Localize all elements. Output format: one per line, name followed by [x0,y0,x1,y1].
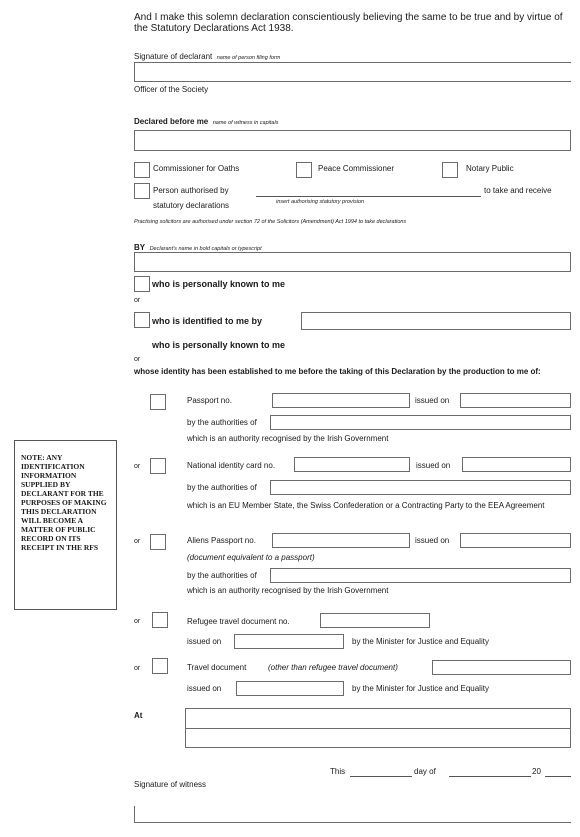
declared-before-hint: name of witness in capitals [212,120,279,126]
known-label: who is personally known to me [152,279,286,289]
aliens-passport-issued-label: issued on [415,536,450,545]
passport-authorities-field[interactable] [270,415,571,430]
date-this-label: This [330,767,346,776]
travel-number-field[interactable] [432,660,571,675]
or-travel: or [134,665,141,672]
notary-label: Notary Public [466,164,514,173]
person-authorised-label: Person authorised by [153,186,229,195]
or-national-id: or [134,463,141,470]
or-refugee: or [134,618,141,625]
national-id-authorities-label: by the authorities of [187,483,257,492]
passport-checkbox[interactable] [150,394,166,410]
signature-declarant-hint: name of person filing form [216,55,281,61]
signature-witness-label: Signature of witness [134,780,207,789]
passport-recognised-text: which is an authority recognised by the Irish Government [187,434,389,443]
or-aliens: or [134,538,141,545]
passport-issued-field[interactable] [460,393,571,408]
aliens-passport-checkbox[interactable] [150,534,166,550]
refugee-issued-label: issued on [187,637,222,646]
peace-commissioner-label: Peace Commissioner [318,164,395,173]
travel-issued-label: issued on [187,684,222,693]
statutory-provision-line[interactable] [256,196,481,197]
or-2: or [134,356,141,363]
at-label: At [134,711,143,720]
national-id-number-field[interactable] [294,457,410,472]
identified-by-field[interactable] [301,312,571,330]
signature-witness-field[interactable] [134,806,571,823]
aliens-passport-number-field[interactable] [272,533,410,548]
witness-name-field[interactable] [134,130,571,151]
person-authorised-checkbox[interactable] [134,183,150,199]
statutory-declarations-label: statutory declarations [153,201,230,210]
refugee-label: Refugee travel document no. [187,617,290,626]
refugee-issued-field[interactable] [234,634,344,649]
statutory-provision-hint: insert authorising statutory provision [276,199,365,205]
refugee-checkbox[interactable] [152,612,168,628]
declared-before-label: Declared before me [134,117,209,126]
date-day-of-label: day of [414,767,436,776]
known-label-2: who is personally known to me [152,340,286,350]
signature-declarant-label: Signature of declarant [134,52,213,61]
refugee-minister-text: by the Minister for Justice and Equality [352,637,489,646]
aliens-passport-recognised-text: which is an authority recognised by the Irish Government [187,586,389,595]
national-id-label: National identity card no. [187,461,276,470]
peace-commissioner-checkbox[interactable] [296,162,312,178]
at-field[interactable] [185,708,571,748]
signature-declarant-field[interactable] [134,62,571,82]
travel-label: Travel document [187,663,247,672]
travel-issued-field[interactable] [236,681,344,696]
declarant-name-field[interactable] [134,252,571,272]
national-id-recognised-text: which is an EU Member State, the Swiss Confederation or a Contracting Party to the EEA Agreement [187,501,545,510]
travel-other-than: (other than refugee travel document) [268,663,398,672]
or-1: or [134,297,141,304]
by-hint: Declarant's name in bold capitals or typescript [149,246,262,252]
solicitors-note: Practising solicitors are authorised under section 72 of the Solicitors (Amendment) Act 1994 to take declarations [134,219,407,225]
date-year-label: 20 [532,767,541,776]
aliens-passport-authorities-label: by the authorities of [187,571,257,580]
notary-checkbox[interactable] [442,162,458,178]
note-box: NOTE: ANY IDENTIFICATION INFORMATION SUPPLIED BY DECLARANT FOR THE PURPOSES OF MAKING THIS DECLARATION WILL BECOME A MATTER OF PUBLIC RECORD ON ITS RECEIPT IN THE RFS [14,440,117,610]
at-field-divider [186,728,570,729]
date-day-line[interactable] [350,776,412,777]
identified-checkbox[interactable] [134,312,150,328]
passport-issued-label: issued on [415,396,450,405]
passport-label: Passport no. [187,396,232,405]
established-text: whose identity has been established to me before the taking of this Declaration by the production to me of: [134,367,541,376]
known-checkbox[interactable] [134,276,150,292]
identified-label: who is identified to me by [152,316,263,326]
declared-before-row [134,111,278,129]
aliens-passport-authorities-field[interactable] [270,568,571,583]
passport-authorities-label: by the authorities of [187,418,257,427]
passport-number-field[interactable] [272,393,410,408]
commissioner-checkbox[interactable] [134,162,150,178]
intro-text: And I make this solemn declaration conscientiously believing the same to be true and by virtue of the Statutory Declarations Act 1938. [134,12,563,34]
take-receive-label: to take and receive [484,186,552,195]
date-month-line[interactable] [449,776,531,777]
aliens-passport-issued-field[interactable] [460,533,571,548]
refugee-number-field[interactable] [320,613,430,628]
travel-minister-text: by the Minister for Justice and Equality [352,684,489,693]
commissioner-label: Commissioner for Oaths [153,164,240,173]
national-id-authorities-field[interactable] [270,480,571,495]
aliens-passport-equivalent: (document equivalent to a passport) [187,553,315,562]
officer-label: Officer of the Society [134,85,209,94]
travel-checkbox[interactable] [152,658,168,674]
national-id-checkbox[interactable] [150,458,166,474]
national-id-issued-label: issued on [416,461,451,470]
by-label: BY [134,243,146,252]
national-id-issued-field[interactable] [462,457,571,472]
aliens-passport-label: Aliens Passport no. [187,536,256,545]
date-year-line[interactable] [545,776,571,777]
